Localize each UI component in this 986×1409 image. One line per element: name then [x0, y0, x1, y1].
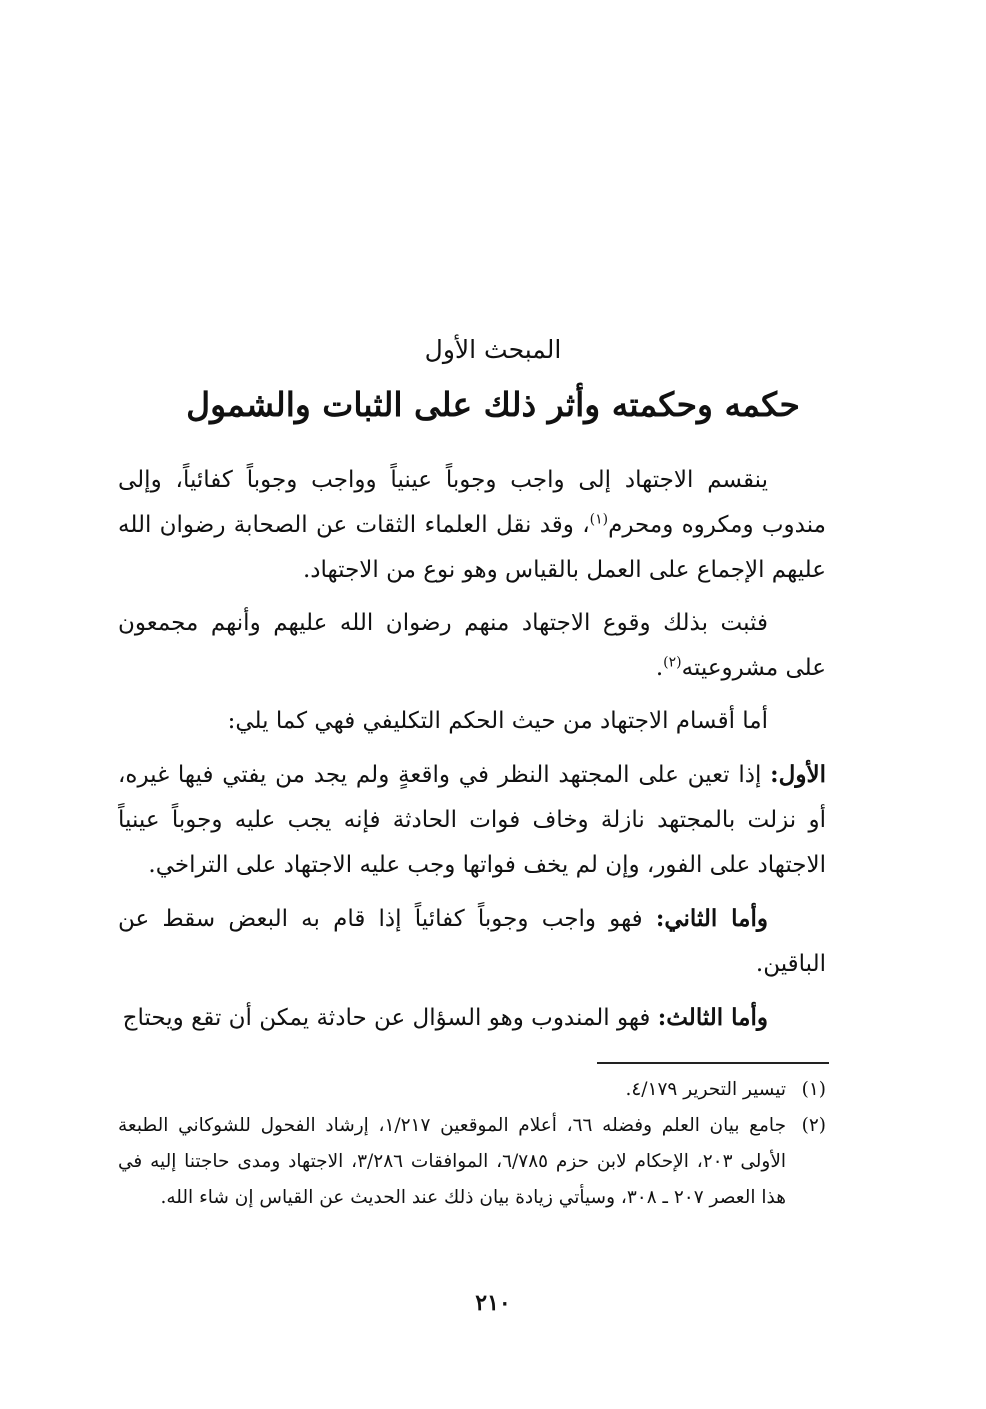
footnote-ref-2: (٢)	[663, 654, 682, 671]
paragraph-2-text-a: فثبت بذلك وقوع الاجتهاد منهم رضوان الله عليهم وأنهم مجمعون على مشروعيته	[118, 610, 826, 681]
section-label: المبحث الأول	[424, 335, 562, 364]
footnote-1-text: تيسير التحرير ٤/١٧٩.	[625, 1079, 786, 1100]
paragraph-5	[118, 896, 826, 987]
footnote-1-mark: (١)	[801, 1079, 826, 1100]
footnote-1	[118, 1072, 826, 1108]
footnote-2-text: جامع بيان العلم وفضله ٦٦، أعلام الموقعين ١/٢١٧، إرشاد الفحول للشوكاني الطبعة الأولى ٢٠٣، الإحكام لابن حزم ٦/٧٨٥، الموافقات ٣/٢٨٦، الاجتهاد ومدى حاجتنا إليه في هذا العصر ٢٠٧ ـ ٣٠٨، وسيأتي زيادة بيان ذلك عند الحديث عن القياس إن شاء الله.	[118, 1115, 787, 1208]
paragraph-2	[118, 601, 826, 691]
footnotes	[118, 1072, 826, 1216]
paragraph-5-text: فهو واجب وجوباً كفائياً إذا قام به البعض سقط عن الباقين.	[118, 906, 826, 977]
footnote-divider	[597, 1062, 829, 1064]
paragraph-2-text-b: .	[655, 655, 664, 681]
footnote-2	[118, 1108, 826, 1216]
paragraph-6-text: فهو المندوب وهو السؤال عن حادثة يمكن أن تقع ويحتاج	[122, 1005, 658, 1031]
footnote-ref-1: (١)	[589, 511, 609, 528]
paragraph-6	[118, 995, 826, 1041]
paragraph-1	[118, 458, 826, 593]
paragraph-3-text: أما أقسام الاجتهاد من حيث الحكم التكليفي فهي كما يلي:	[227, 708, 768, 734]
paragraph-1-text-a: ينقسم الاجتهاد إلى واجب وجوباً عينياً وواجب وجوباً كفائياً، وإلى مندوب ومكروه ومحرم	[118, 467, 826, 538]
body-text	[118, 458, 826, 1049]
footnote-2-mark: (٢)	[801, 1115, 826, 1136]
chapter-title: حكمه وحكمته وأثر ذلك على الثبات والشمول	[186, 385, 800, 424]
paragraph-4-text: إذا تعين على المجتهد النظر في واقعةٍ ولم يجد من يفتي فيها غيره، أو نزلت بالمجتهد نازلة وخاف فوات الحادثة فإنه يجب عليه وجوباً عينياً الاجتهاد على الفور، وإن لم يخف فواتها وجب عليه الاجتهاد على التراخي.	[118, 762, 826, 878]
paragraph-6-lead: وأما الثالث:	[657, 1004, 768, 1031]
paragraph-1-text-b: ، وقد نقل العلماء الثقات عن الصحابة رضوان الله عليهم الإجماع على العمل بالقياس وهو نوع من الاجتهاد.	[118, 512, 826, 583]
page-number: ٢١٠	[475, 1290, 511, 1316]
paragraph-4	[118, 752, 826, 888]
paragraph-3	[118, 699, 826, 744]
paragraph-4-lead: الأول:	[770, 761, 826, 788]
paragraph-5-lead: وأما الثاني:	[655, 905, 768, 932]
